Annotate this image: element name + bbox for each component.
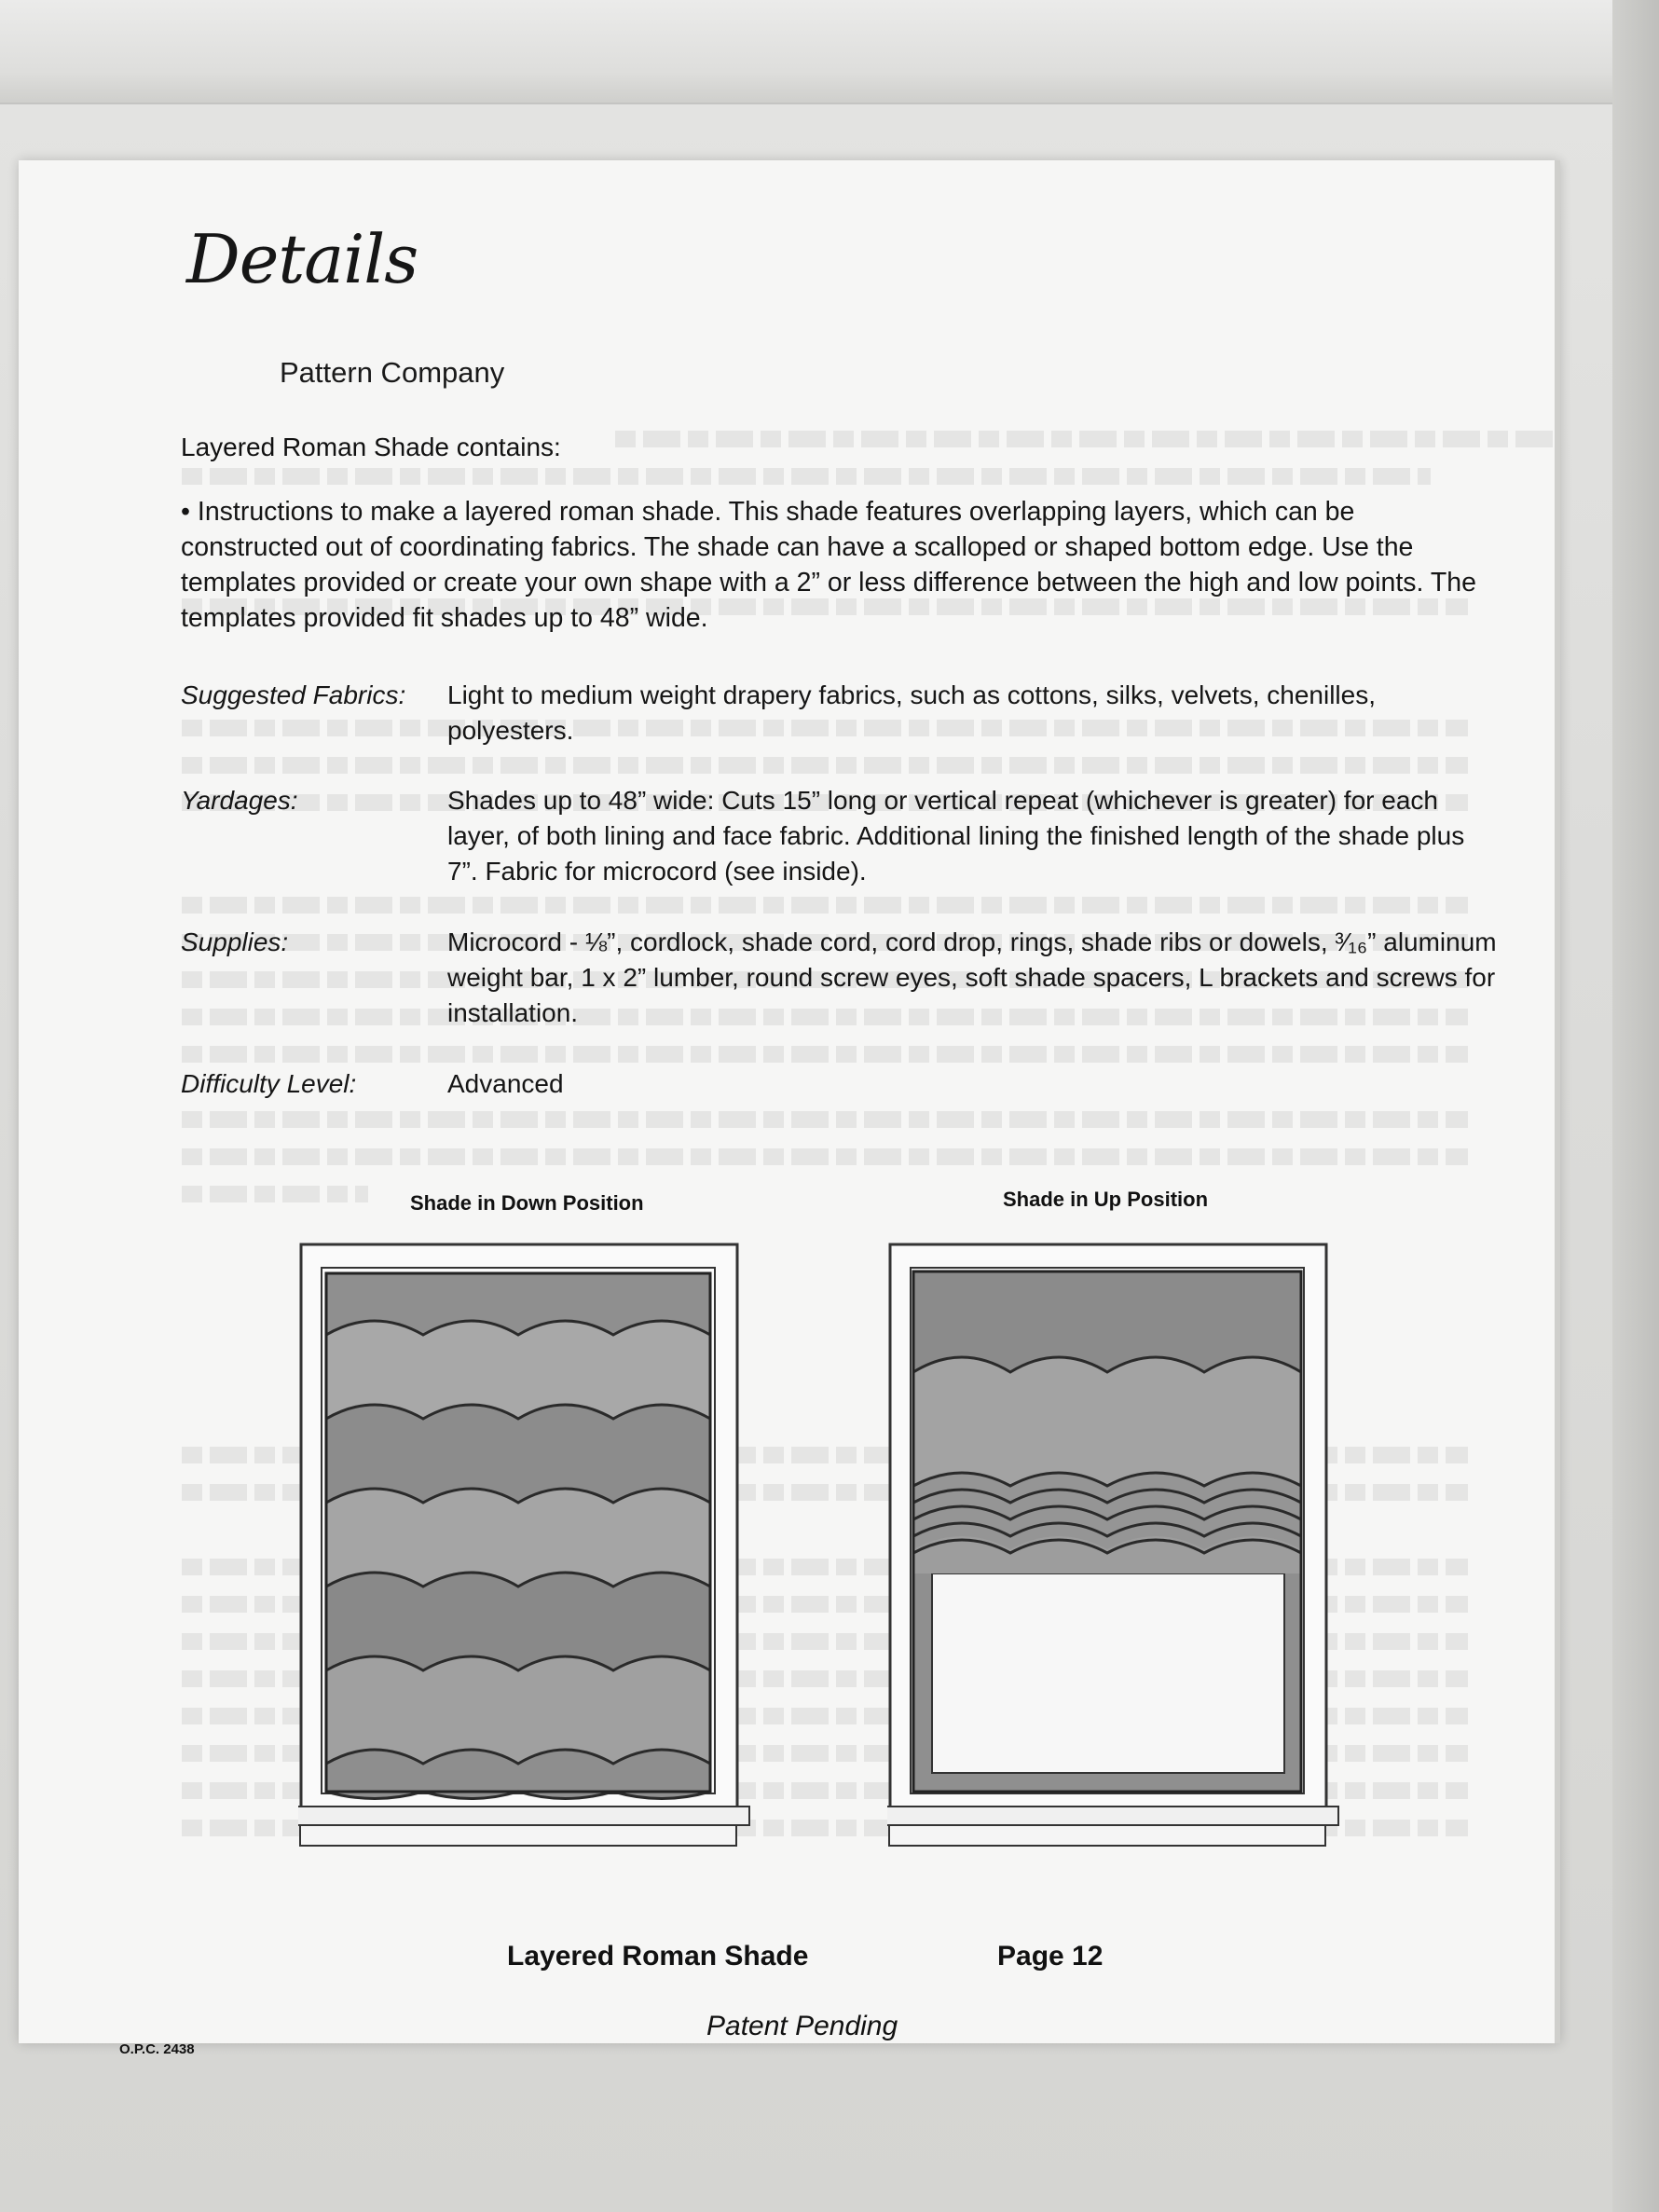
company-logo [186, 220, 505, 389]
intro-paragraph: • Instructions to make a layered roman shade. This shade features overlapping layers, which can be constructed out of coordinating fabrics. The shade can have a scalloped or shaped bottom edge. Use the templates provided or create your own shape with a 2” or less difference between the high and low points. The templates provided fit shades up to 48” wide. [181, 497, 1476, 633]
detail-label: Yardages: [181, 786, 298, 815]
shade-up-diagram [887, 1242, 1353, 1857]
pattern-code: O.P.C. 2438 [119, 2041, 195, 2057]
logo-script-text: Details [186, 220, 418, 298]
down-position-caption: Shade in Down Position [410, 1191, 644, 1215]
detail-label: Difficulty Level: [181, 1069, 357, 1098]
detail-value: Shades up to 48” wide: Cuts 15” long or vertical repeat (whichever is greater) for each layer, of both lining and face fabric. Additional lining the finished length of the shade plus 7”. Fabric for microcord (see inside). [447, 786, 1465, 886]
detail-label: Suggested Fabrics: [181, 680, 406, 709]
patent-pending: Patent Pending [706, 2011, 898, 2041]
bag-seal-strip [0, 0, 1659, 104]
detail-label: Supplies: [181, 927, 289, 956]
up-position-caption: Shade in Up Position [1003, 1188, 1209, 1211]
contains-heading [181, 433, 561, 462]
bag-right-edge [1612, 0, 1659, 2212]
product-name: Layered Roman Shade [181, 433, 449, 461]
footer-title: Layered Roman Shade [507, 1941, 809, 1972]
detail-value: Light to medium weight drapery fabrics, such as cottons, silks, velvets, chenilles, polyesters. [447, 680, 1376, 745]
contains-suffix: contains: [456, 433, 561, 461]
pattern-page [19, 160, 1560, 2057]
logo-subtitle: Pattern Company [280, 356, 505, 389]
page-number: Page 12 [997, 1941, 1104, 1972]
shade-down-diagram [298, 1242, 764, 1857]
detail-value: Microcord - ⅛”, cordlock, shade cord, cord drop, rings, shade ribs or dowels, ³⁄₁₆” aluminum weight bar, 1 x 2” lumber, round screw eyes, soft shade spacers, L brackets and screws for installation. [447, 927, 1497, 1027]
detail-value: Advanced [447, 1069, 564, 1098]
